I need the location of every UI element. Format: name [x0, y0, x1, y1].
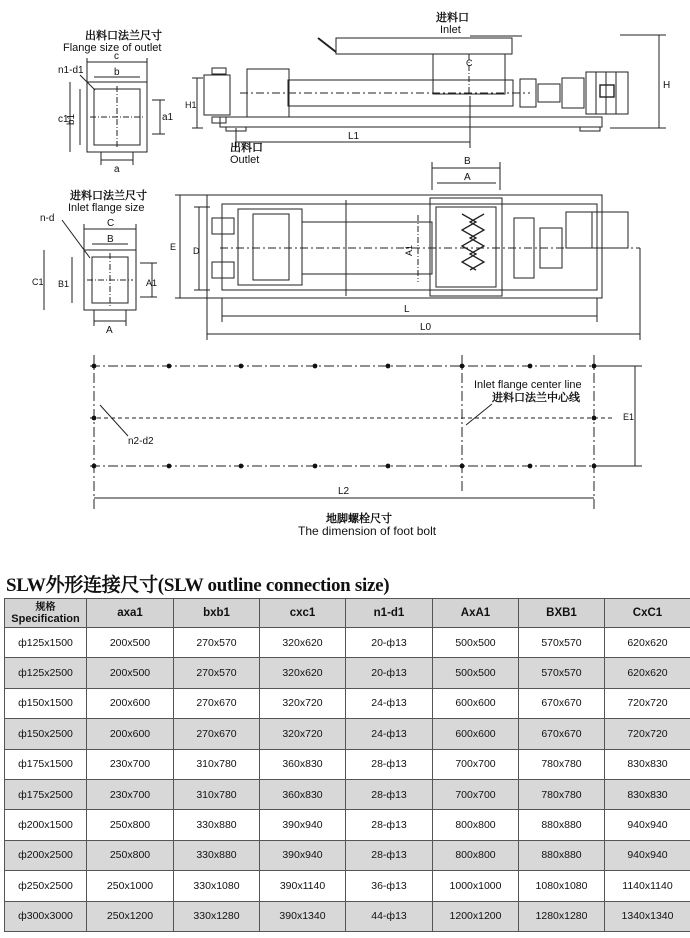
value-cell: 940x940 [605, 810, 690, 840]
value-cell: 880x880 [519, 840, 605, 870]
value-cell: 320x720 [260, 719, 346, 749]
header-bxb1-inlet: BXB1 [519, 599, 605, 628]
table-row [5, 658, 690, 688]
inlet-label-en: Inlet [440, 24, 461, 36]
value-cell: 230x700 [87, 779, 174, 809]
value-cell: 250x800 [87, 810, 174, 840]
svg-text:C: C [466, 58, 473, 68]
value-cell: 800x800 [433, 840, 519, 870]
svg-text:H: H [663, 80, 671, 91]
value-cell: 390x1340 [260, 901, 346, 931]
value-cell: 28-ф13 [346, 779, 433, 809]
table-header-row [5, 599, 690, 628]
spec-cell: ф125x2500 [5, 658, 87, 688]
value-cell: 500x500 [433, 628, 519, 658]
value-cell: 700x700 [433, 779, 519, 809]
svg-text:B: B [107, 234, 114, 245]
value-cell: 200x500 [87, 628, 174, 658]
inlet-flange-detail [32, 188, 157, 336]
value-cell: 320x720 [260, 688, 346, 718]
value-cell: 390x940 [260, 810, 346, 840]
table-row [5, 901, 690, 931]
value-cell: 620x620 [605, 628, 690, 658]
svg-text:L: L [404, 304, 410, 315]
value-cell: 1000x1000 [433, 871, 519, 901]
value-cell: 390x940 [260, 840, 346, 870]
value-cell: 360x830 [260, 779, 346, 809]
value-cell: 270x670 [174, 719, 260, 749]
value-cell: 1280x1280 [519, 901, 605, 931]
value-cell: 270x570 [174, 658, 260, 688]
svg-text:a: a [114, 164, 120, 175]
value-cell: 830x830 [605, 779, 690, 809]
svg-text:E1: E1 [623, 412, 635, 422]
svg-text:b1: b1 [66, 113, 77, 125]
value-cell: 200x600 [87, 688, 174, 718]
header-n1d1: n1-d1 [346, 599, 433, 628]
svg-text:a1: a1 [162, 112, 174, 123]
value-cell: 310x780 [174, 779, 260, 809]
spec-cell: ф125x1500 [5, 628, 87, 658]
svg-text:B1: B1 [58, 279, 70, 289]
header-spec-en: Specification [11, 612, 80, 625]
svg-text:A1: A1 [146, 278, 158, 288]
inlet-label-cn: 进料口 [436, 12, 469, 24]
svg-text:n1-d1: n1-d1 [58, 65, 84, 76]
inlet-center-label-en: Inlet flange center line [474, 379, 582, 391]
spec-cell: ф150x1500 [5, 688, 87, 718]
value-cell: 620x620 [605, 658, 690, 688]
svg-text:D: D [193, 246, 200, 256]
value-cell: 28-ф13 [346, 840, 433, 870]
value-cell: 940x940 [605, 840, 690, 870]
value-cell: 330x1280 [174, 901, 260, 931]
svg-text:C1: C1 [32, 277, 44, 287]
value-cell: 570x570 [519, 658, 605, 688]
value-cell: 360x830 [260, 749, 346, 779]
value-cell: 24-ф13 [346, 719, 433, 749]
plan-view [170, 156, 640, 340]
value-cell: 270x570 [174, 628, 260, 658]
value-cell: 390x1140 [260, 871, 346, 901]
table-row [5, 628, 690, 658]
outlet-label-cn: 出料口 [230, 142, 263, 154]
table-row [5, 810, 690, 840]
svg-text:c: c [114, 51, 119, 62]
value-cell: 250x800 [87, 840, 174, 870]
value-cell: 200x500 [87, 658, 174, 688]
header-cxc1-inlet: CxC1 [605, 599, 690, 628]
inlet-flange-label-cn: 进料口法兰尺寸 [70, 190, 147, 202]
value-cell: 780x780 [519, 749, 605, 779]
value-cell: 1340x1340 [605, 901, 690, 931]
svg-text:b: b [114, 67, 120, 78]
value-cell: 230x700 [87, 749, 174, 779]
value-cell: 330x1080 [174, 871, 260, 901]
svg-text:L0: L0 [420, 322, 432, 333]
table-row [5, 719, 690, 749]
header-spec [5, 599, 87, 628]
outlet-flange-detail [58, 28, 174, 175]
svg-text:c1: c1 [58, 114, 69, 125]
value-cell: 600x600 [433, 688, 519, 718]
spec-cell: ф175x1500 [5, 749, 87, 779]
value-cell: 780x780 [519, 779, 605, 809]
table-row [5, 840, 690, 870]
value-cell: 36-ф13 [346, 871, 433, 901]
inlet-flange-label-en: Inlet flange size [68, 202, 145, 214]
svg-text:C: C [107, 218, 115, 229]
svg-text:A1: A1 [404, 244, 414, 256]
value-cell: 200x600 [87, 719, 174, 749]
value-cell: 28-ф13 [346, 749, 433, 779]
svg-text:n2-d2: n2-d2 [128, 436, 154, 447]
value-cell: 320x620 [260, 658, 346, 688]
svg-text:B: B [464, 156, 471, 167]
table-row [5, 688, 690, 718]
value-cell: 720x720 [605, 719, 690, 749]
outlet-label-en: Outlet [230, 154, 260, 166]
value-cell: 330x880 [174, 810, 260, 840]
spec-cell: ф200x2500 [5, 840, 87, 870]
value-cell: 830x830 [605, 749, 690, 779]
header-spec-cn: 规格 [35, 601, 56, 613]
foot-bolt-label-cn: 地脚螺栓尺寸 [326, 513, 392, 525]
value-cell: 250x1200 [87, 901, 174, 931]
header-axa1-inlet: AxA1 [433, 599, 519, 628]
value-cell: 720x720 [605, 688, 690, 718]
value-cell: 320x620 [260, 628, 346, 658]
value-cell: 250x1000 [87, 871, 174, 901]
side-elevation [185, 10, 670, 166]
svg-text:A: A [106, 325, 113, 336]
inlet-center-label-cn: 进料口法兰中心线 [492, 392, 580, 404]
spec-cell: ф175x2500 [5, 779, 87, 809]
value-cell: 44-ф13 [346, 901, 433, 931]
spec-cell: ф250x2500 [5, 871, 87, 901]
outlet-flange-label-en: Flange size of outlet [63, 42, 162, 54]
svg-text:L1: L1 [348, 131, 360, 142]
svg-text:E: E [170, 242, 177, 252]
table-row [5, 871, 690, 901]
outlet-flange-label-cn: 出料口法兰尺寸 [85, 30, 162, 42]
value-cell: 880x880 [519, 810, 605, 840]
svg-text:H1: H1 [185, 100, 197, 110]
value-cell: 800x800 [433, 810, 519, 840]
value-cell: 24-ф13 [346, 688, 433, 718]
value-cell: 1140x1140 [605, 871, 690, 901]
value-cell: 500x500 [433, 658, 519, 688]
header-cxc1: cxc1 [260, 599, 346, 628]
spec-table [4, 598, 690, 932]
svg-text:L2: L2 [338, 486, 350, 497]
spec-cell: ф150x2500 [5, 719, 87, 749]
value-cell: 1080x1080 [519, 871, 605, 901]
svg-text:A: A [464, 172, 471, 183]
header-bxb1: bxb1 [174, 599, 260, 628]
value-cell: 20-ф13 [346, 658, 433, 688]
value-cell: 330x880 [174, 840, 260, 870]
spec-cell: ф300x3000 [5, 901, 87, 931]
value-cell: 670x670 [519, 688, 605, 718]
svg-text:n-d: n-d [40, 213, 55, 224]
value-cell: 700x700 [433, 749, 519, 779]
value-cell: 1200x1200 [433, 901, 519, 931]
value-cell: 310x780 [174, 749, 260, 779]
foot-bolt-plan [90, 355, 642, 538]
value-cell: 570x570 [519, 628, 605, 658]
value-cell: 670x670 [519, 719, 605, 749]
header-axa1: axa1 [87, 599, 174, 628]
spec-cell: ф200x1500 [5, 810, 87, 840]
table-row [5, 749, 690, 779]
foot-bolt-label-en: The dimension of foot bolt [298, 524, 437, 538]
table-row [5, 779, 690, 809]
value-cell: 600x600 [433, 719, 519, 749]
value-cell: 28-ф13 [346, 810, 433, 840]
value-cell: 270x670 [174, 688, 260, 718]
table-title: SLW外形连接尺寸(SLW outline connection size) [6, 575, 390, 596]
value-cell: 20-ф13 [346, 628, 433, 658]
